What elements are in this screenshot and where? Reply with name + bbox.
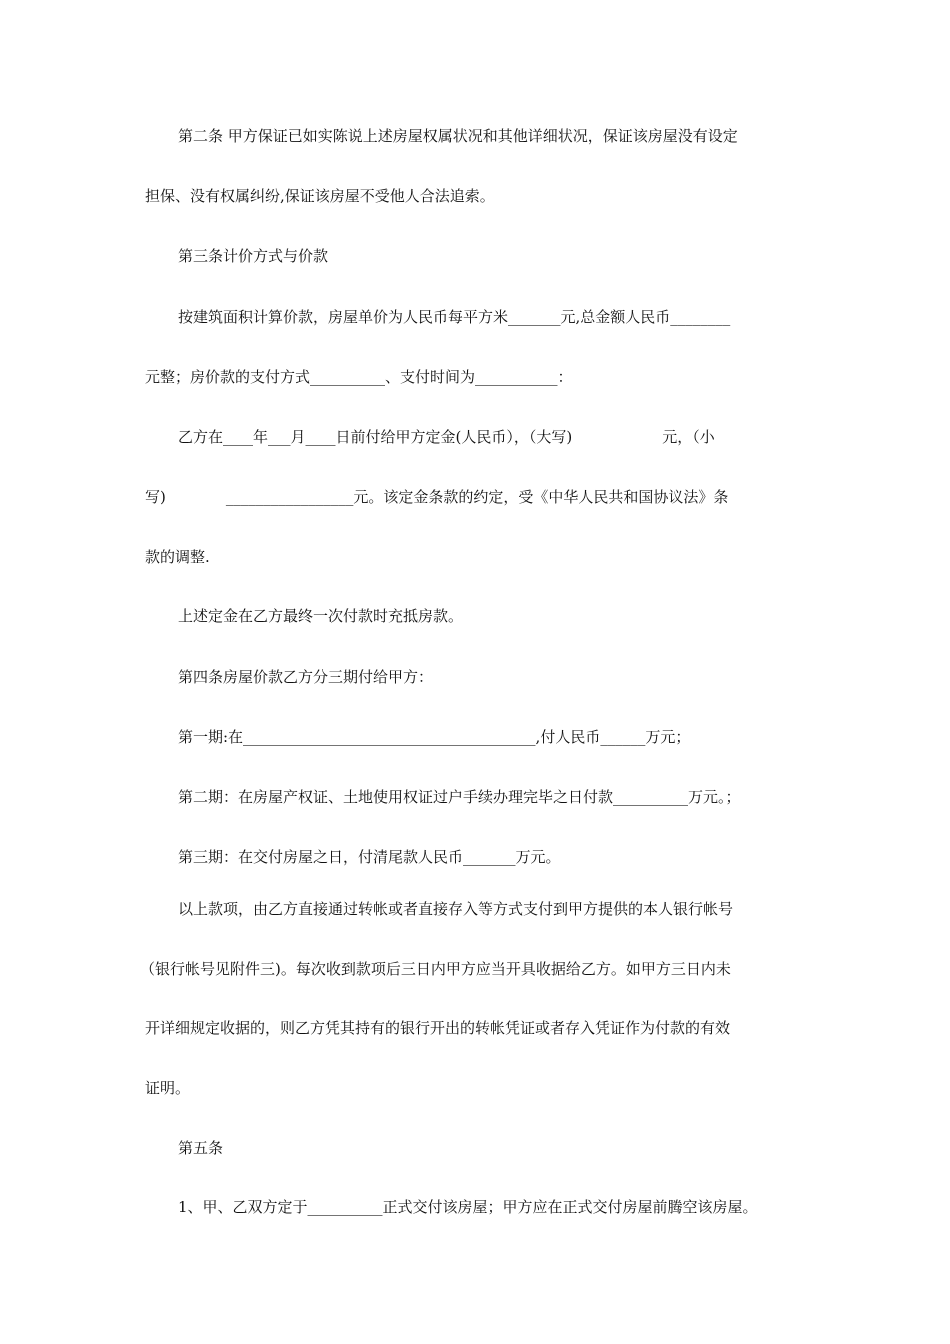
- article-4-heading: 第四条房屋价款乙方分三期付给甲方：: [178, 668, 434, 686]
- deposit-paragraph-line-3: 款的调整.: [145, 548, 210, 566]
- article-5-clause-1: 1、甲、乙双方定于__________正式交付该房屋；甲方应在正式交付房屋前腾空该房屋。: [178, 1198, 758, 1216]
- article-2-paragraph-line-2: 担保、没有权属纠纷,保证该房屋不受他人合法追索。: [145, 187, 495, 205]
- payment-paragraph-line-1: 以上款项，由乙方直接通过转帐或者直接存入等方式支付到甲方提供的本人银行帐号: [178, 900, 734, 918]
- deposit-offset-paragraph: 上述定金在乙方最终一次付款时充抵房款。: [178, 607, 464, 625]
- installment-3: 第三期：在交付房屋之日，付清尾款人民币_______万元。: [178, 848, 561, 866]
- installment-1: 第一期:在_______________________________________,付人民币______万元；: [178, 728, 691, 746]
- deposit-paragraph-line-1: 乙方在____年___月____日前付给甲方定金(人民币），（大写) 元，（小: [178, 428, 715, 446]
- payment-paragraph-line-3: 开详细规定收据的，则乙方凭其持有的银行开出的转帐凭证或者存入凭证作为付款的有效: [145, 1019, 731, 1037]
- price-paragraph-line-1: 按建筑面积计算价款，房屋单价为人民币每平方米_______元,总金额人民币________: [178, 308, 731, 326]
- article-3-heading: 第三条计价方式与价款: [178, 247, 329, 265]
- payment-paragraph-line-4: 证明。: [145, 1079, 191, 1097]
- deposit-paragraph-line-2: 写) _________________元。该定金条款的约定，受《中华人民共和国协议法》条: [145, 488, 729, 506]
- article-2-paragraph-line-1: 第二条 甲方保证已如实陈说上述房屋权属状况和其他详细状况，保证该房屋没有设定: [178, 127, 738, 145]
- installment-2: 第二期：在房屋产权证、土地使用权证过户手续办理完毕之日付款__________万元。；: [178, 788, 741, 806]
- payment-paragraph-line-2: （银行帐号见附件三)。每次收到款项后三日内甲方应当开具收据给乙方。如甲方三日内未: [140, 960, 731, 978]
- article-5-heading: 第五条: [178, 1139, 224, 1157]
- price-paragraph-line-2: 元整；房价款的支付方式__________、支付时间为___________：: [145, 368, 573, 386]
